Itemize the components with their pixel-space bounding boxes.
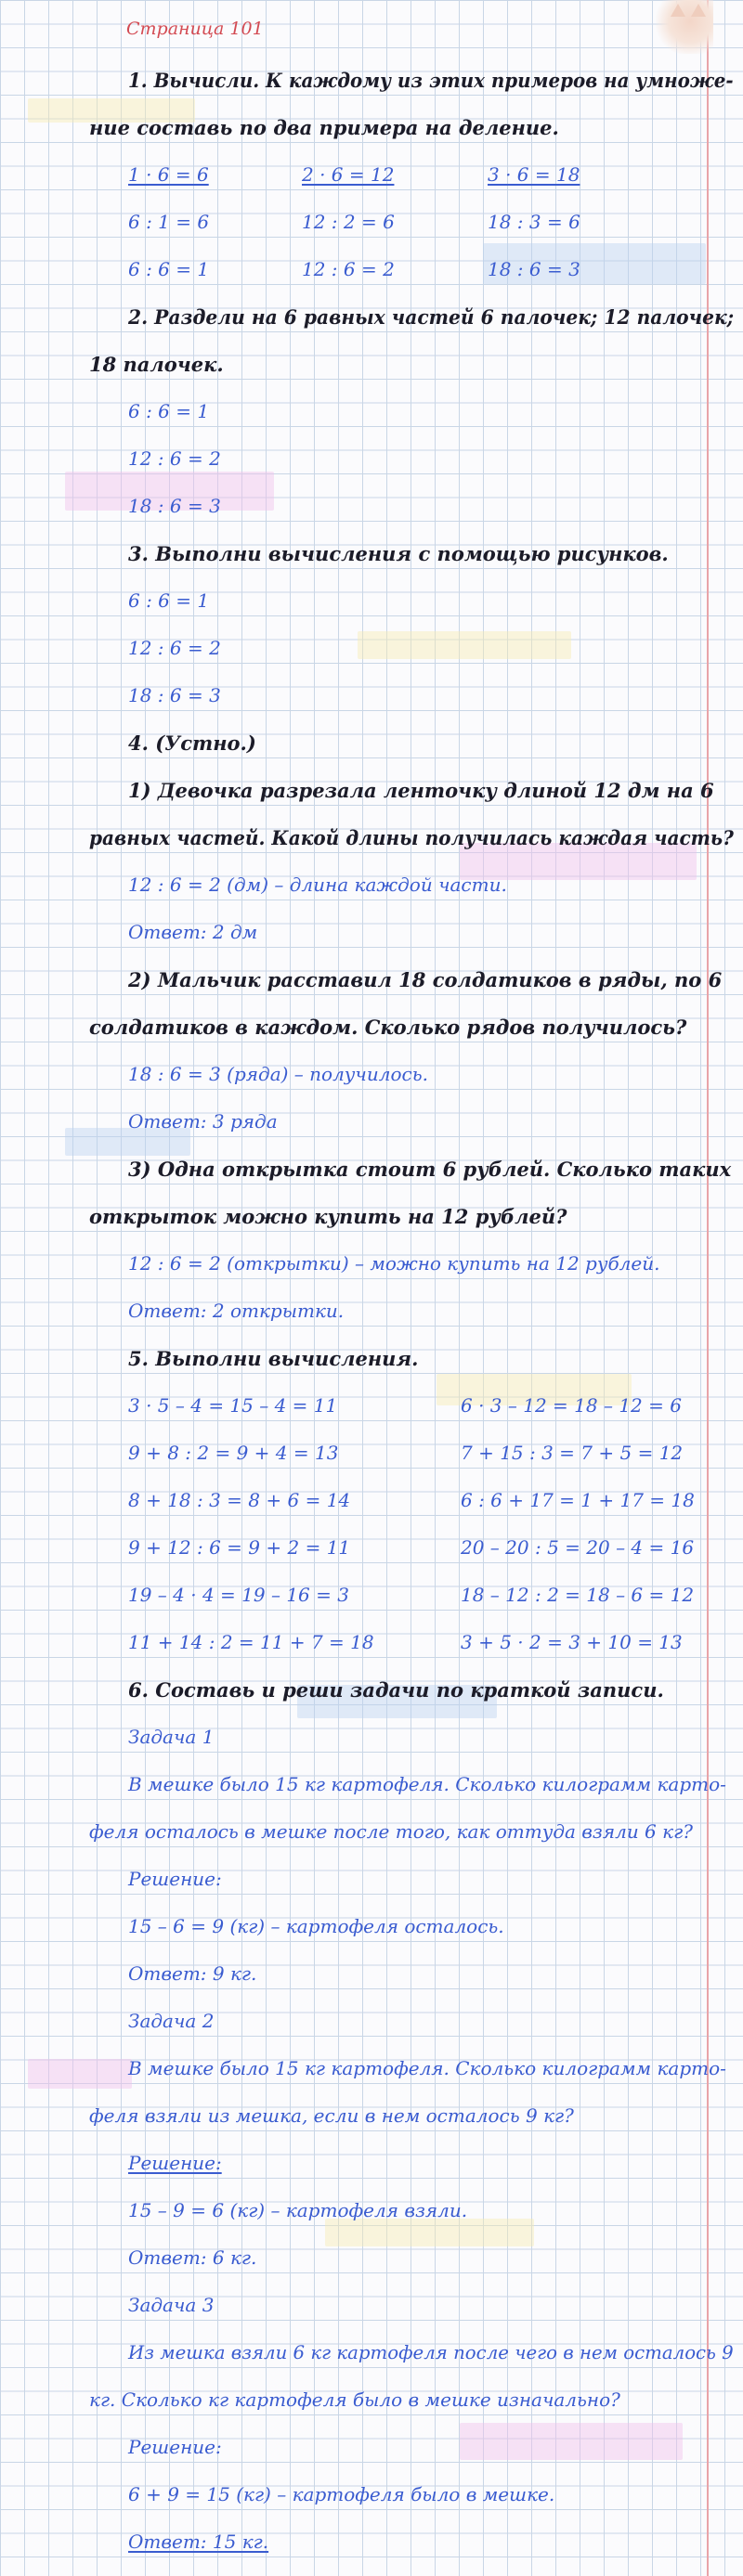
task1-col3-row1: 3 · 6 = 18 xyxy=(488,163,580,186)
task2-heading-line1: 2. Раздели на 6 равных частей 6 палочек; 12 палочек; xyxy=(128,305,735,329)
task2-answer-3: 18 : 6 = 3 xyxy=(128,495,221,517)
task4-p2-line2: солдатиков в каждом. Сколько рядов получилось? xyxy=(89,1016,687,1039)
task3-heading: 3. Выполни вычисления с помощью рисунков. xyxy=(128,542,669,565)
task6-z1-decision: Решение: xyxy=(128,1868,222,1890)
task6-heading: 6. Составь и реши задачи по краткой записи. xyxy=(128,1678,664,1702)
task4-p3-answer: Ответ: 2 открытки. xyxy=(128,1300,345,1322)
task1-col1-row2: 6 : 1 = 6 xyxy=(128,211,210,233)
task1-col2-row2: 12 : 2 = 6 xyxy=(302,211,395,233)
task6-z2-label: Задача 2 xyxy=(128,2010,215,2032)
watermark-band xyxy=(325,2219,534,2246)
task5-left-4: 9 + 12 : 6 = 9 + 2 = 11 xyxy=(128,1536,351,1559)
task6-z2-line2: феля взяли из мешка, если в нем осталось 9 кг? xyxy=(89,2104,574,2127)
task2-answer-1: 6 : 6 = 1 xyxy=(128,400,210,422)
task5-right-2: 7 + 15 : 3 = 7 + 5 = 12 xyxy=(461,1442,684,1464)
task5-right-6: 3 + 5 · 2 = 3 + 10 = 13 xyxy=(461,1631,683,1653)
task6-z1-answer: Ответ: 9 кг. xyxy=(128,1962,257,1985)
task4-p1-line1: 1) Девочка разрезала ленточку длиной 12 дм на 6 xyxy=(128,779,714,802)
task5-right-4: 20 – 20 : 5 = 20 – 4 = 16 xyxy=(461,1536,695,1559)
task6-z1-solution: 15 – 6 = 9 (кг) – картофеля осталось. xyxy=(128,1915,504,1937)
task6-z3-line2: кг. Сколько кг картофеля было в мешке изначально? xyxy=(89,2388,620,2411)
task6-z2-solution: 15 – 9 = 6 (кг) – картофеля взяли. xyxy=(128,2199,468,2221)
task6-z1-line2: феля осталось в мешке после того, как оттуда взяли 6 кг? xyxy=(89,1820,693,1843)
watermark-band xyxy=(28,2059,132,2089)
task5-left-5: 19 – 4 · 4 = 19 – 16 = 3 xyxy=(128,1584,349,1606)
task1-col1-row1: 1 · 6 = 6 xyxy=(128,163,209,186)
task1-col1-row3: 6 : 6 = 1 xyxy=(128,258,210,280)
task5-left-2: 9 + 8 : 2 = 9 + 4 = 13 xyxy=(128,1442,339,1464)
task5-left-6: 11 + 14 : 2 = 11 + 7 = 18 xyxy=(128,1631,374,1653)
task5-right-3: 6 : 6 + 17 = 1 + 17 = 18 xyxy=(461,1489,695,1511)
task3-answer-2: 12 : 6 = 2 xyxy=(128,637,221,659)
task6-z2-answer: Ответ: 6 кг. xyxy=(128,2246,257,2269)
task4-p2-answer: Ответ: 3 ряда xyxy=(128,1110,278,1133)
task6-z3-answer: Ответ: 15 кг. xyxy=(128,2531,269,2553)
task4-p3-line2: открыток можно купить на 12 рублей? xyxy=(89,1205,567,1228)
task1-heading-line2: ние составь по два примера на деление. xyxy=(89,116,559,139)
task4-p1-line2: равных частей. Какой длины получилась каждая часть? xyxy=(89,826,734,849)
task3-answer-3: 18 : 6 = 3 xyxy=(128,684,221,706)
task1-col3-row3: 18 : 6 = 3 xyxy=(488,258,580,280)
task2-answer-2: 12 : 6 = 2 xyxy=(128,447,221,470)
task4-p2-line1: 2) Мальчик расставил 18 солдатиков в ряды, по 6 xyxy=(128,968,723,991)
task1-col2-row1: 2 · 6 = 12 xyxy=(302,163,395,186)
task5-right-5: 18 – 12 : 2 = 18 – 6 = 12 xyxy=(461,1584,695,1606)
task6-z3-solution: 6 + 9 = 15 (кг) – картофеля было в мешке. xyxy=(128,2483,555,2505)
task1-heading-line1: 1. Вычисли. К каждому из этих примеров на умноже- xyxy=(128,69,734,92)
task5-heading: 5. Выполни вычисления. xyxy=(128,1347,419,1370)
task6-z3-label: Задача 3 xyxy=(128,2294,215,2316)
task2-heading-line2: 18 палочек. xyxy=(89,353,224,376)
task5-left-3: 8 + 18 : 3 = 8 + 6 = 14 xyxy=(128,1489,351,1511)
watermark-band xyxy=(460,2423,683,2460)
task6-z1-line1: В мешке было 15 кг картофеля. Сколько килограмм карто- xyxy=(128,1773,726,1795)
corner-cat-logo xyxy=(656,0,713,54)
task6-z3-line1: Из мешка взяли 6 кг картофеля после чего в нем осталось 9 xyxy=(128,2341,734,2363)
task4-heading: 4. (Устно.) xyxy=(128,731,256,755)
task6-z1-label: Задача 1 xyxy=(128,1726,215,1748)
task3-answer-1: 6 : 6 = 1 xyxy=(128,589,210,612)
page-margin-line xyxy=(707,0,709,2576)
task1-col3-row2: 18 : 3 = 6 xyxy=(488,211,580,233)
task4-p1-solution: 12 : 6 = 2 (дм) – длина каждой части. xyxy=(128,874,507,896)
task6-z3-decision: Решение: xyxy=(128,2436,222,2458)
task6-z2-line1: В мешке было 15 кг картофеля. Сколько килограмм карто- xyxy=(128,2057,726,2079)
task4-p1-answer: Ответ: 2 дм xyxy=(128,921,258,943)
task4-p3-solution: 12 : 6 = 2 (открытки) – можно купить на 12 рублей. xyxy=(128,1252,660,1275)
watermark-band xyxy=(358,631,571,659)
task6-z2-decision: Решение: xyxy=(128,2152,222,2174)
page-title: Страница 101 xyxy=(126,19,264,39)
task4-p2-solution: 18 : 6 = 3 (ряда) – получилось. xyxy=(128,1063,428,1085)
task5-left-1: 3 · 5 – 4 = 15 – 4 = 11 xyxy=(128,1394,338,1417)
task5-right-1: 6 · 3 – 12 = 18 – 12 = 6 xyxy=(461,1394,682,1417)
task1-col2-row3: 12 : 6 = 2 xyxy=(302,258,395,280)
task4-p3-line1: 3) Одна открытка стоит 6 рублей. Сколько таких xyxy=(128,1158,732,1181)
